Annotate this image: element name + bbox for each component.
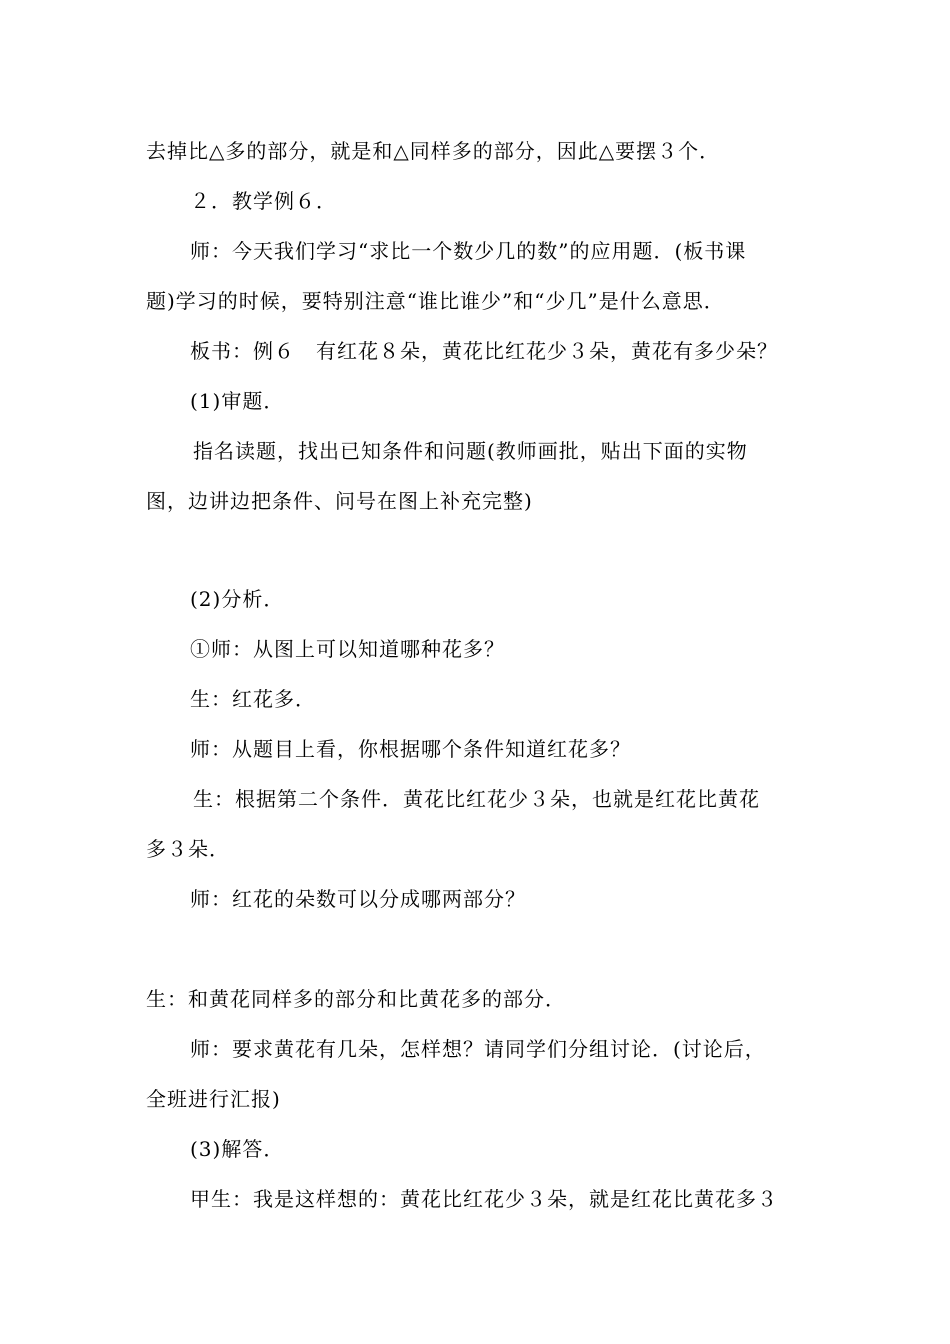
text-line-16: 生：和黄花同样多的部分和比黄花多的部分． (146, 987, 566, 1011)
text-line-3: 师：今天我们学习“求比一个数少几的数”的应用题．(板书课 (190, 239, 747, 263)
text-line-4: 题)学习的时候，要特别注意“谁比谁少”和“少几”是什么意思． (146, 289, 725, 313)
text-line-9: (2)分析． (190, 587, 285, 611)
text-line-19: (3)解答． (190, 1137, 285, 1161)
text-line-11: 生：红花多． (190, 687, 316, 711)
text-line-2: ２．教学例６． (190, 189, 337, 213)
text-line-15: 师：红花的朵数可以分成哪两部分？ (190, 887, 526, 911)
text-line-13: 生：根据第二个条件．黄花比红花少３朵，也就是红花比黄花 (193, 787, 760, 811)
text-line-18: 全班进行汇报) (146, 1087, 281, 1111)
text-line-14: 多３朵． (146, 837, 230, 861)
text-line-20: 甲生：我是这样想的：黄花比红花少３朵，就是红花比黄花多３ (190, 1187, 778, 1211)
text-line-12: 师：从题目上看，你根据哪个条件知道红花多？ (190, 737, 631, 761)
text-line-1: 去掉比△多的部分，就是和△同样多的部分，因此△要摆３个． (146, 139, 721, 163)
text-line-10: ①师：从图上可以知道哪种花多？ (190, 637, 505, 661)
text-line-6: (1)审题． (190, 389, 285, 413)
text-line-5: 板书：例６ 有红花８朵，黄花比红花少３朵，黄花有多少朵？ (190, 339, 778, 363)
text-line-17: 师：要求黄花有几朵，怎样想？请同学们分组讨论．(讨论后， (190, 1037, 766, 1061)
text-line-7: 指名读题，找出已知条件和问题(教师画批，贴出下面的实物 (193, 439, 748, 463)
text-line-8: 图，边讲边把条件、问号在图上补充完整) (146, 489, 533, 513)
